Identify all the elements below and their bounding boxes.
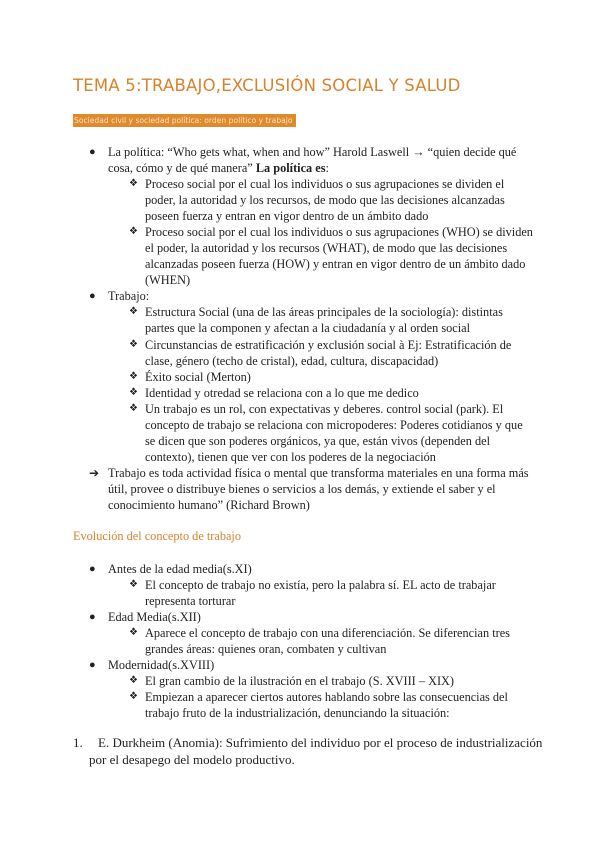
politica-sub2-line: Proceso social por el cual los individuos o sus agrupaciones (WHO) se dividen (145, 225, 533, 239)
trabajo-s4-line: Identidad y otredad se relaciona con a lo que me dedico (145, 386, 419, 400)
trabajo-s5-line: concepto de trabajo se relaciona con micropoderes: Poderes cotidianos y que (145, 418, 523, 432)
politica-sub2-line: el poder, la autoridad y los recursos (WHAT), de modo que las decisiones (145, 241, 508, 255)
trabajo-s1-line: Estructura Social (una de las áreas principales de la sociología): distintas (145, 305, 503, 319)
section-heading-evolucion: Evolución del concepto de trabajo (73, 529, 241, 543)
bullet-icon: ● (89, 659, 96, 671)
trabajo-label: Trabajo: (108, 289, 150, 303)
bullet-icon: ● (89, 146, 96, 158)
definition-line: Trabajo es toda actividad física o mental que transforma materiales en una forma más (108, 466, 529, 480)
diamond-icon: ❖ (129, 691, 138, 702)
diamond-icon: ❖ (129, 675, 138, 686)
evolution-item-2-sub: grandes áreas: quienes oran, combaten y cultivan (145, 642, 387, 656)
evolution-item-1-sub: El concepto de trabajo no existía, pero la palabra sí. EL acto de trabajar (145, 578, 496, 592)
trabajo-s5-line: se dicen que son poderes orgánicos, ya que, están vivos (dependen del (145, 434, 491, 448)
diamond-icon: ❖ (129, 339, 138, 350)
numbered-marker: 1. (73, 735, 83, 750)
evolution-item-3-sub1: El gran cambio de la ilustración en el trabajo (S. XVIII – XIX) (145, 674, 455, 688)
diamond-icon: ❖ (129, 627, 138, 638)
numbered-line: E. Durkheim (Anomia): Sufrimiento del individuo por el proceso de industrialización (98, 735, 543, 750)
politica-sub2-line: (WHEN) (145, 273, 191, 287)
evolution-item-3: Modernidad(s.XVIII) (108, 658, 215, 672)
diamond-icon: ❖ (129, 306, 138, 317)
politica-line-2: cosa, cómo y de qué manera” La política es: (108, 161, 329, 175)
evolution-item-2-sub: Aparece el concepto de trabajo con una diferenciación. Se diferencian tres (145, 626, 510, 640)
evolution-item-1: Antes de la edad media(s.XI) (108, 562, 252, 576)
diamond-icon: ❖ (129, 178, 138, 189)
bullet-icon: ● (89, 611, 96, 623)
trabajo-s2-line: Circunstancias de estratificación y exclusión social à Ej: Estratificación de (145, 338, 512, 352)
definition-line: conocimiento humano” (Richard Brown) (108, 498, 310, 512)
politica-line-1: La política: “Who gets what, when and how” Harold Laswell → “quien decide qué (108, 145, 517, 159)
bullet-icon: ● (89, 290, 96, 302)
politica-sub1-line: poseen fuerza y entran en vigor dentro de un ámbito dado (145, 209, 429, 223)
trabajo-s5-line: Un trabajo es un rol, con expectativas y deberes. control social (park). El (145, 402, 504, 416)
highlighted-subheading: Sociedad civil y sociedad política: orden político y trabajo (73, 114, 296, 127)
evolution-item-1-sub: representa torturar (145, 594, 236, 608)
politica-sub2-line: alcanzadas poseen fuerza (HOW) y entran en vigor dentro de un ámbito dado (145, 257, 526, 271)
definition-line: útil, provee o distribuye bienes o servicios a los demás, y extiende el saber y el (108, 482, 496, 496)
evolution-item-3-sub2: trabajo fruto de la industrialización, denunciando la situación: (145, 706, 450, 720)
trabajo-s2-line: clase, género (techo de cristal), edad, cultura, discapacidad) (145, 354, 439, 368)
politica-bold-label: La política es (255, 161, 326, 175)
evolution-item-2: Edad Media(s.XII) (108, 610, 201, 624)
politica-sub1-line: poder, la autoridad y los recursos, de modo que las decisiones alcanzadas (145, 193, 505, 207)
numbered-line: por el desapego del modelo productivo. (89, 752, 295, 767)
diamond-icon: ❖ (129, 226, 138, 237)
page-title: TEMA 5:TRABAJO,EXCLUSIÓN SOCIAL Y SALUD (73, 76, 461, 95)
bullet-icon: ● (89, 563, 96, 575)
diamond-icon: ❖ (129, 579, 138, 590)
diamond-icon: ❖ (129, 403, 138, 414)
trabajo-s3-line: Éxito social (Merton) (145, 370, 251, 384)
arrow-icon: ➔ (89, 466, 100, 480)
diamond-icon: ❖ (129, 387, 138, 398)
evolution-item-3-sub2: Empiezan a aparecer ciertos autores hablando sobre las consecuencias del (145, 690, 508, 704)
politica-sub1-line: Proceso social por el cual los individuos o sus agrupaciones se dividen el (145, 177, 505, 191)
diamond-icon: ❖ (129, 371, 138, 382)
trabajo-s5-line: contexto), tienen que ver con los poderes de la negociación (145, 450, 436, 464)
trabajo-s1-line: partes que la componen y afectan a la ciudadanía y al orden social (145, 321, 471, 335)
